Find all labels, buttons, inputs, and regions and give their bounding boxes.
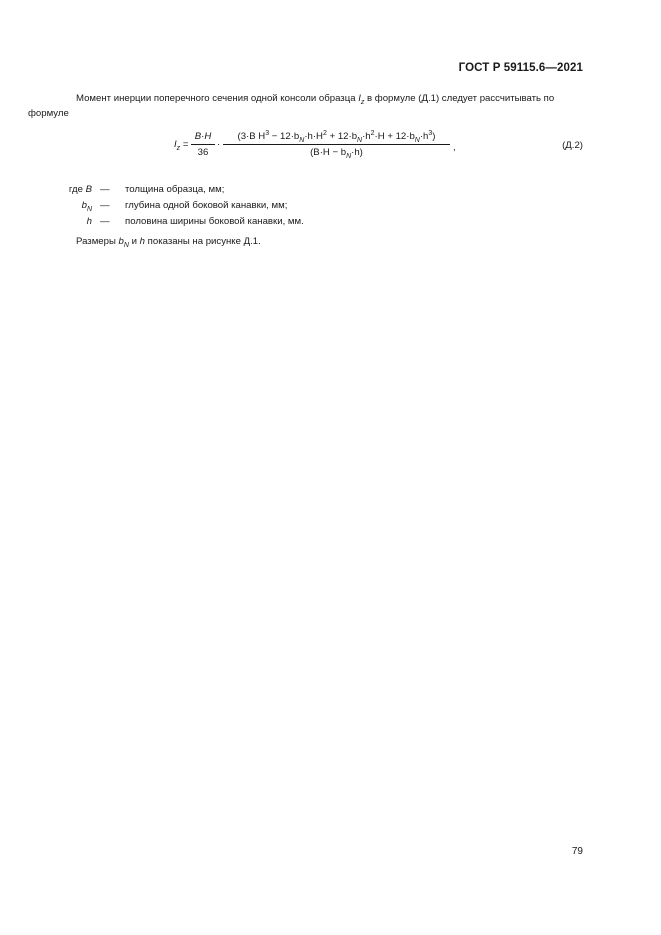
intro-text-before: Момент инерции поперечного сечения одной консоли образца [76, 93, 359, 104]
formula-number: (Д.2) [562, 140, 583, 151]
num-sub-1: N [299, 137, 305, 144]
num-part-4: + 12·b [326, 131, 358, 142]
page-number: 79 [571, 846, 583, 857]
den-part-1: (B·H − b [310, 147, 347, 158]
formula-dot: · [217, 139, 221, 150]
num-part-3: ·h·H [304, 131, 323, 142]
definition-var: b [81, 200, 87, 211]
intro-var-i: I [358, 93, 361, 104]
note-text-1: Размеры [76, 236, 119, 247]
formula-eq: = [182, 139, 189, 150]
intro-text-after: в формуле (Д.1) следует рассчитывать по [364, 93, 555, 104]
definition-dash: — [100, 216, 110, 227]
note-var-b-sub: N [123, 242, 129, 249]
den-part-2: ·h) [351, 147, 363, 158]
note-text-3: показаны на рисунке Д.1. [145, 236, 261, 247]
num-part-6: ·H + 12·b [374, 131, 415, 142]
num-sup-1: 3 [265, 130, 270, 137]
definition-dash: — [100, 200, 110, 211]
formula-d2 [174, 130, 474, 162]
num-part-1: (3·B H [237, 131, 266, 142]
definition-text: глубина одной боковой канавки, мм; [125, 200, 288, 211]
fraction-1-denominator: 36 [197, 147, 209, 158]
formula-fraction-2 [223, 131, 450, 158]
formula-lhs-sub: z [176, 145, 181, 152]
intro-var-i-sub: z [360, 99, 365, 106]
definition-var-sub: N [86, 206, 92, 213]
intro-line2: формуле [28, 108, 69, 119]
definition-dash: — [100, 184, 110, 195]
definition-text: толщина образца, мм; [125, 184, 225, 195]
formula-lhs-var: I [174, 139, 177, 150]
num-sup-3: 2 [370, 130, 375, 137]
note-var-h: h [139, 236, 145, 247]
fraction-2-numerator [223, 131, 450, 142]
formula-lhs [174, 139, 188, 150]
fraction-1-numerator: B·H [194, 131, 212, 142]
num-sub-2: N [357, 137, 363, 144]
num-part-5: ·h [362, 131, 371, 142]
num-part-8: ) [432, 131, 436, 142]
definition-symbol [52, 216, 92, 227]
num-sub-3: N [414, 137, 420, 144]
note-var-b: b [118, 236, 124, 247]
definition-symbol [52, 184, 92, 195]
formula-comma: , [453, 142, 456, 153]
definition-text: половина ширины боковой канавки, мм. [125, 216, 304, 227]
document-code: ГОСТ Р 59115.6—2021 [458, 62, 583, 74]
formula-fraction-1 [191, 131, 215, 158]
num-sup-2: 2 [322, 130, 327, 137]
intro-paragraph [28, 92, 583, 121]
definition-var: h [86, 216, 92, 227]
den-sub: N [346, 153, 352, 160]
note-text-2: и [128, 236, 140, 247]
definition-symbol [52, 200, 92, 211]
definition-prefix: где [68, 184, 86, 195]
num-part-7: ·h [419, 131, 429, 142]
num-part-2: − 12·b [269, 131, 300, 142]
fraction-2-denominator [223, 147, 450, 158]
num-sup-4: 3 [428, 130, 433, 137]
note-paragraph [76, 236, 261, 247]
fraction-2-bar [223, 144, 450, 145]
definition-var: B [85, 184, 92, 195]
fraction-1-bar [191, 144, 215, 145]
